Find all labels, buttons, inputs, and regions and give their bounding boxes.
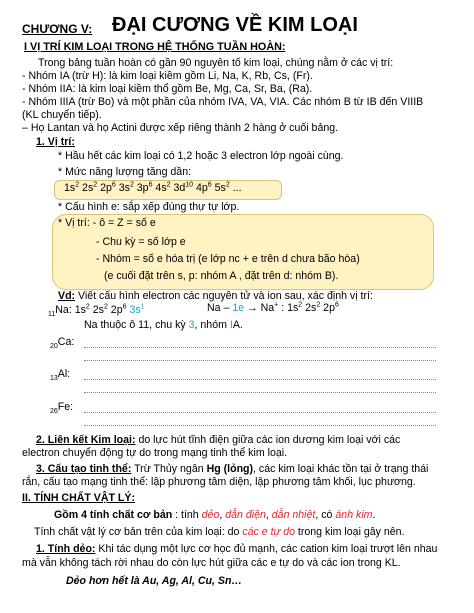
answer-line: [84, 392, 436, 393]
section1-heading: I VỊ TRÍ KIM LOẠI TRONG HỆ THỐNG TUẦN HOÀN:: [24, 41, 286, 53]
lienket-line: 2. Liên kết Kim loại: do lực hút tĩnh điện giữa các ion dương kim loại với các: [36, 434, 401, 446]
free-electron-line: Tính chất vật lý cơ bản trên của kim loại: do các e tự do trong kim loại gây nên.: [34, 526, 405, 538]
deo-line: mà vẫn không tách rời nhau do còn lực hút giữa các e tự do và các ion trong KL.: [22, 557, 401, 569]
deo-line: 1. Tính dẻo: Khi tác dụng một lực cơ học đủ mạnh, các cation kim loại trượt lên nhau: [36, 543, 438, 555]
chapter-label: CHƯƠNG V:: [22, 22, 93, 36]
position-rule: * Vị trí: - ô = Z = số e: [58, 217, 156, 229]
section1-line: - Nhóm IIA: là kim loại kiềm thổ gồm Be, Mg, Ca, Sr, Ba, (Ra).: [22, 83, 313, 95]
section1-line: Trong bảng tuần hoàn có gần 90 nguyên tố kim loại, chúng nằm ở các vị trí:: [38, 57, 394, 69]
lienket-line: electron chuyển động tự do trong mạng tinh thể kim loại.: [22, 447, 288, 459]
answer-line: [84, 425, 436, 426]
vitri-line: * Cấu hình e: sắp xếp đúng thự tự lớp.: [58, 201, 240, 213]
deo-examples: Dẻo hơn hết là Au, Ag, Al, Cu, Sn…: [66, 575, 243, 587]
chapter-title: ĐẠI CƯƠNG VỀ KIM LOẠI: [112, 14, 358, 36]
element-fe: $_{26}$Fe:: [50, 401, 74, 416]
section1-line: (KL chuyển tiếp).: [22, 109, 102, 121]
cautao-line: rắn, cấu tạo mạng tinh thể: lập phương tâm diện, lập phương tâm khối, lục phương.: [22, 476, 416, 488]
na-ion-config: Na – 1e → Na+ : $1s^2$ $2s^2$ $2p^6$: [207, 301, 339, 314]
energy-order: $1s^2$ $2s^2$ $2p^6$ $3s^2$ $3p^6$ $4s^2$ $3d^{10}$ $4p^6$ $5s^2$ ...: [64, 181, 242, 194]
position-rule: - Chu kỳ = số lớp e: [96, 236, 186, 248]
vitri-heading: 1. Vị trí:: [36, 136, 75, 148]
answer-line: [84, 360, 436, 361]
physical-properties: Gồm 4 tính chất cơ bản : tính dẻo, dẫn điện, dẫn nhiệt, có ánh kim.: [54, 509, 376, 521]
section1-line: - Nhóm IA (trừ H): là kim loại kiềm gồm Li, Na, K, Rb, Cs, (Fr).: [22, 70, 313, 82]
position-rule: - Nhóm = số e hóa trị (e lớp nc + e trên d chưa bão hòa): [96, 253, 360, 265]
na-position: Na thuộc ô 11, chu kỳ 3, nhóm IA.: [84, 319, 243, 331]
section1-line: – Họ Lantan và họ Actini được xếp riêng thành 2 hàng ở cuối bảng.: [22, 122, 339, 134]
example-intro: Vd: Viết cấu hình electron các nguyên tử và ion sau, xác định vị trí:: [58, 290, 373, 302]
answer-line: [84, 412, 436, 413]
vitri-line: * Hầu hết các kim loại có 1,2 hoặc 3 electron lớp ngoài cùng.: [58, 150, 344, 162]
position-rule: (e cuối đặt trên s, p: nhóm A , đặt trên d: nhóm B).: [104, 270, 339, 282]
section2-heading: II. TÍNH CHẤT VẬT LÝ:: [22, 492, 135, 504]
answer-line: [84, 379, 436, 380]
element-ca: $_{20}$Ca:: [50, 336, 75, 351]
section1-line: - Nhóm IIIA (trừ Bo) và một phần của nhóm IVA, VA, VIA. Các nhóm B từ IB đến VIIIB: [22, 96, 424, 108]
na-config: $_{11}$Na: $1s^2$ $2s^2$ $2p^6$ $3s^1$: [48, 303, 145, 319]
cautao-line: 3. Cấu tạo tinh thể: Trừ Thủy ngân Hg (lỏng), các kim loại khác tồn tại ở trạng thái: [36, 463, 429, 475]
answer-line: [84, 347, 436, 348]
element-al: $_{13}$Al:: [50, 368, 71, 383]
vitri-line: * Mức năng lượng tăng dần:: [58, 166, 192, 178]
